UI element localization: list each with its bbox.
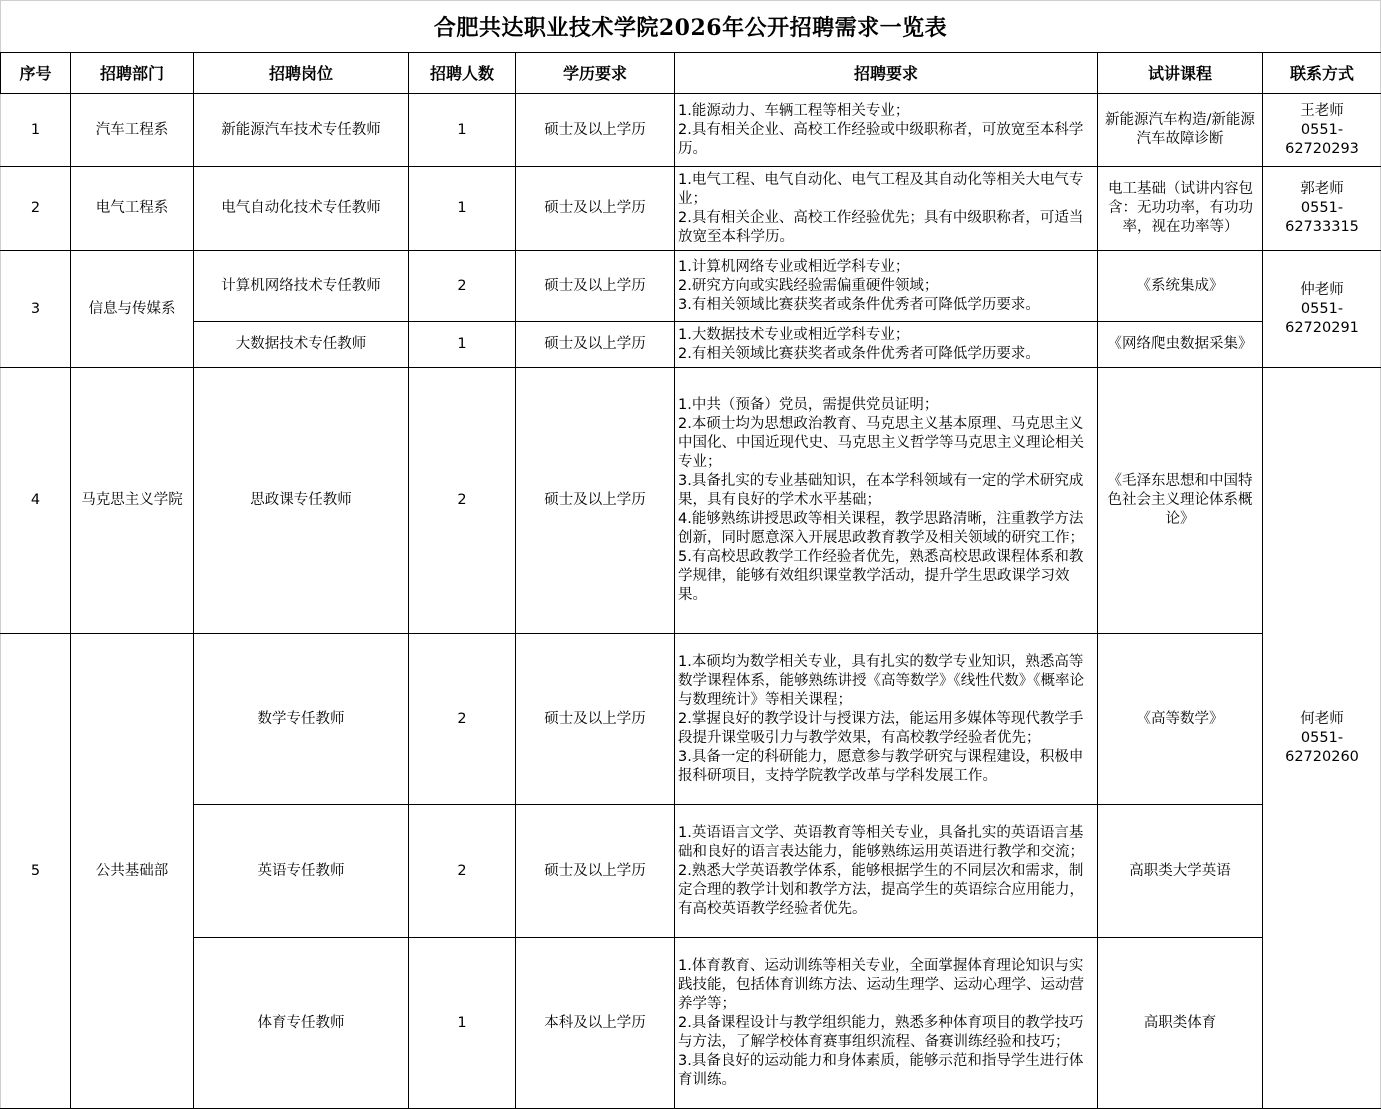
cell-department: 马克思主义学院 — [71, 368, 194, 634]
cell-requirements — [675, 938, 1098, 1109]
requirement-item: 2.本硕士均为思想政治教育、马克思主义基本原理、马克思主义中国化、中国近现代史、马克思主义哲学等马克思主义理论相关专业； — [678, 416, 1084, 470]
requirement-item: 2.具有相关企业、高校工作经验或中级职称者，可放宽至本科学历。 — [678, 121, 1084, 157]
cell-trial-course: 《高等数学》 — [1098, 634, 1263, 805]
page-title: 合肥共达职业技术学院2026年公开招聘需求一览表 — [433, 14, 948, 41]
table-row — [1, 938, 1381, 1109]
header-row — [1, 53, 1381, 94]
cell-department: 公共基础部 — [71, 634, 194, 1109]
cell-department: 信息与传媒系 — [71, 251, 194, 368]
cell-position: 电气自动化技术专任教师 — [194, 167, 409, 251]
cell-education: 硕士及以上学历 — [516, 368, 675, 634]
contact-name: 仲老师 — [1300, 281, 1344, 298]
contact-phone: 0551-62720291 — [1285, 300, 1359, 336]
table-row — [1, 368, 1381, 634]
cell-position: 体育专任教师 — [194, 938, 409, 1109]
col-header-index: 序号 — [1, 53, 71, 94]
cell-trial-course: 《毛泽东思想和中国特色社会主义理论体系概论》 — [1098, 368, 1263, 634]
cell-department: 电气工程系 — [71, 167, 194, 251]
cell-education: 硕士及以上学历 — [516, 322, 675, 368]
cell-education: 硕士及以上学历 — [516, 167, 675, 251]
requirement-item: 4.能够熟练讲授思政等相关课程，教学思路清晰，注重教学方法创新，同时愿意深入开展思政教育教学及相关领域的研究工作； — [678, 511, 1084, 546]
contact-name: 王老师 — [1300, 102, 1344, 119]
requirement-item: 1.本硕均为数学相关专业，具有扎实的数学专业知识，熟悉高等数学课程体系，能够熟练讲授《高等数学》《线性代数》《概率论与数理统计》等相关课程； — [678, 653, 1084, 708]
cell-position: 思政课专任教师 — [194, 368, 409, 634]
cell-requirements — [675, 322, 1098, 368]
col-header-count: 招聘人数 — [409, 53, 516, 94]
cell-trial-course: 高职类大学英语 — [1098, 805, 1263, 938]
cell-index: 4 — [1, 368, 71, 634]
cell-index: 3 — [1, 251, 71, 368]
cell-count: 1 — [409, 938, 516, 1109]
cell-education: 硕士及以上学历 — [516, 94, 675, 167]
cell-count: 2 — [409, 634, 516, 805]
requirement-item: 1.中共（预备）党员，需提供党员证明； — [678, 397, 939, 413]
cell-education: 硕士及以上学历 — [516, 805, 675, 938]
cell-contact — [1263, 368, 1381, 1109]
requirement-item: 2.有相关领域比赛获奖者或条件优秀者可降低学历要求。 — [678, 345, 1040, 362]
cell-position: 计算机网络技术专任教师 — [194, 251, 409, 322]
cell-trial-course: 《系统集成》 — [1098, 251, 1263, 322]
recruitment-table — [0, 52, 1381, 1109]
col-header-education: 学历要求 — [516, 53, 675, 94]
requirement-item: 2.具备课程设计与教学组织能力，熟悉多种体育项目的教学技巧与方法，了解学校体育赛事组织流程、备赛训练经验和技巧； — [678, 1014, 1084, 1050]
cell-count: 1 — [409, 322, 516, 368]
cell-requirements — [675, 94, 1098, 167]
table-row — [1, 167, 1381, 251]
cell-count: 1 — [409, 94, 516, 167]
cell-education: 硕士及以上学历 — [516, 634, 675, 805]
table-row — [1, 322, 1381, 368]
contact-name: 郭老师 — [1300, 181, 1344, 197]
contact-phone: 0551-62733315 — [1285, 200, 1359, 235]
contact-phone: 0551-62720260 — [1285, 729, 1359, 765]
cell-count: 2 — [409, 368, 516, 634]
cell-department: 汽车工程系 — [71, 94, 194, 167]
cell-contact — [1263, 167, 1381, 251]
requirement-item: 2.研究方向或实践经验需偏重硬件领域； — [678, 277, 939, 294]
cell-education: 本科及以上学历 — [516, 938, 675, 1109]
contact-name: 何老师 — [1300, 710, 1344, 727]
cell-trial-course: 《网络爬虫数据采集》 — [1098, 322, 1263, 368]
col-header-department: 招聘部门 — [71, 53, 194, 94]
col-header-requirements: 招聘要求 — [675, 53, 1098, 94]
cell-requirements — [675, 805, 1098, 938]
requirement-item: 1.电气工程、电气自动化、电气工程及其自动化等相关大电气专业； — [678, 171, 1084, 207]
table-row — [1, 634, 1381, 805]
cell-contact — [1263, 94, 1381, 167]
cell-index: 5 — [1, 634, 71, 1109]
cell-position: 新能源汽车技术专任教师 — [194, 94, 409, 167]
requirement-item: 3.具备良好的运动能力和身体素质，能够示范和指导学生进行体育训练。 — [678, 1052, 1084, 1088]
requirement-item: 2.熟悉大学英语教学体系，能够根据学生的不同层次和需求，制定合理的教学计划和教学方法，提高学生的英语综合应用能力，有高校英语教学经验者优先。 — [678, 862, 1084, 917]
cell-trial-course: 高职类体育 — [1098, 938, 1263, 1109]
requirement-item: 2.掌握良好的教学设计与授课方法，能运用多媒体等现代教学手段提升课堂吸引力与教学效果，有高校教学经验者优先； — [678, 710, 1084, 746]
cell-trial-course: 新能源汽车构造/新能源汽车故障诊断 — [1098, 94, 1263, 167]
cell-position: 数学专任教师 — [194, 634, 409, 805]
table-row — [1, 94, 1381, 167]
cell-requirements — [675, 634, 1098, 805]
requirement-item: 1.体育教育、运动训练等相关专业，全面掌握体育理论知识与实践技能，包括体育训练方法、运动生理学、运动心理学、运动营养学等； — [678, 957, 1084, 1012]
table-row — [1, 251, 1381, 322]
cell-index: 2 — [1, 167, 71, 251]
col-header-trial-course: 试讲课程 — [1098, 53, 1263, 94]
cell-requirements — [675, 251, 1098, 322]
cell-count: 1 — [409, 167, 516, 251]
cell-position: 英语专任教师 — [194, 805, 409, 938]
cell-education: 硕士及以上学历 — [516, 251, 675, 322]
requirement-item: 1.大数据技术专业或相近学科专业； — [678, 326, 910, 343]
requirement-item: 1.英语语言文学、英语教育等相关专业，具备扎实的英语语言基础和良好的语言表达能力，能够熟练运用英语进行教学和交流； — [678, 824, 1084, 860]
cell-count: 2 — [409, 251, 516, 322]
requirement-item: 3.具备一定的科研能力，愿意参与教学研究与课程建设，积极申报科研项目，支持学院教学改革与学科发展工作。 — [678, 748, 1084, 784]
cell-requirements — [675, 368, 1098, 634]
requirement-item: 3.具备扎实的专业基础知识，在本学科领域有一定的学术研究成果，具有良好的学术水平基础； — [678, 473, 1084, 508]
cell-requirements — [675, 167, 1098, 251]
requirement-item: 2.具有相关企业、高校工作经验优先；具有中级职称者，可适当放宽至本科学历。 — [678, 209, 1084, 245]
requirement-item: 1.计算机网络专业或相近学科专业； — [678, 258, 910, 275]
contact-phone: 0551-62720293 — [1285, 121, 1359, 157]
requirement-item: 5.有高校思政教学工作经验者优先，熟悉高校思政课程体系和教学规律，能够有效组织课堂教学活动，提升学生思政课学习效果。 — [678, 549, 1084, 603]
requirement-item: 1.能源动力、车辆工程等相关专业； — [678, 102, 910, 119]
cell-index: 1 — [1, 94, 71, 167]
col-header-contact: 联系方式 — [1263, 53, 1381, 94]
col-header-position: 招聘岗位 — [194, 53, 409, 94]
requirement-item: 3.有相关领域比赛获奖者或条件优秀者可降低学历要求。 — [678, 296, 1040, 313]
cell-trial-course: 电工基础（试讲内容包含：无功功率，有功功率，视在功率等） — [1098, 167, 1263, 251]
cell-position: 大数据技术专任教师 — [194, 322, 409, 368]
cell-contact — [1263, 251, 1381, 368]
table-row — [1, 805, 1381, 938]
cell-count: 2 — [409, 805, 516, 938]
